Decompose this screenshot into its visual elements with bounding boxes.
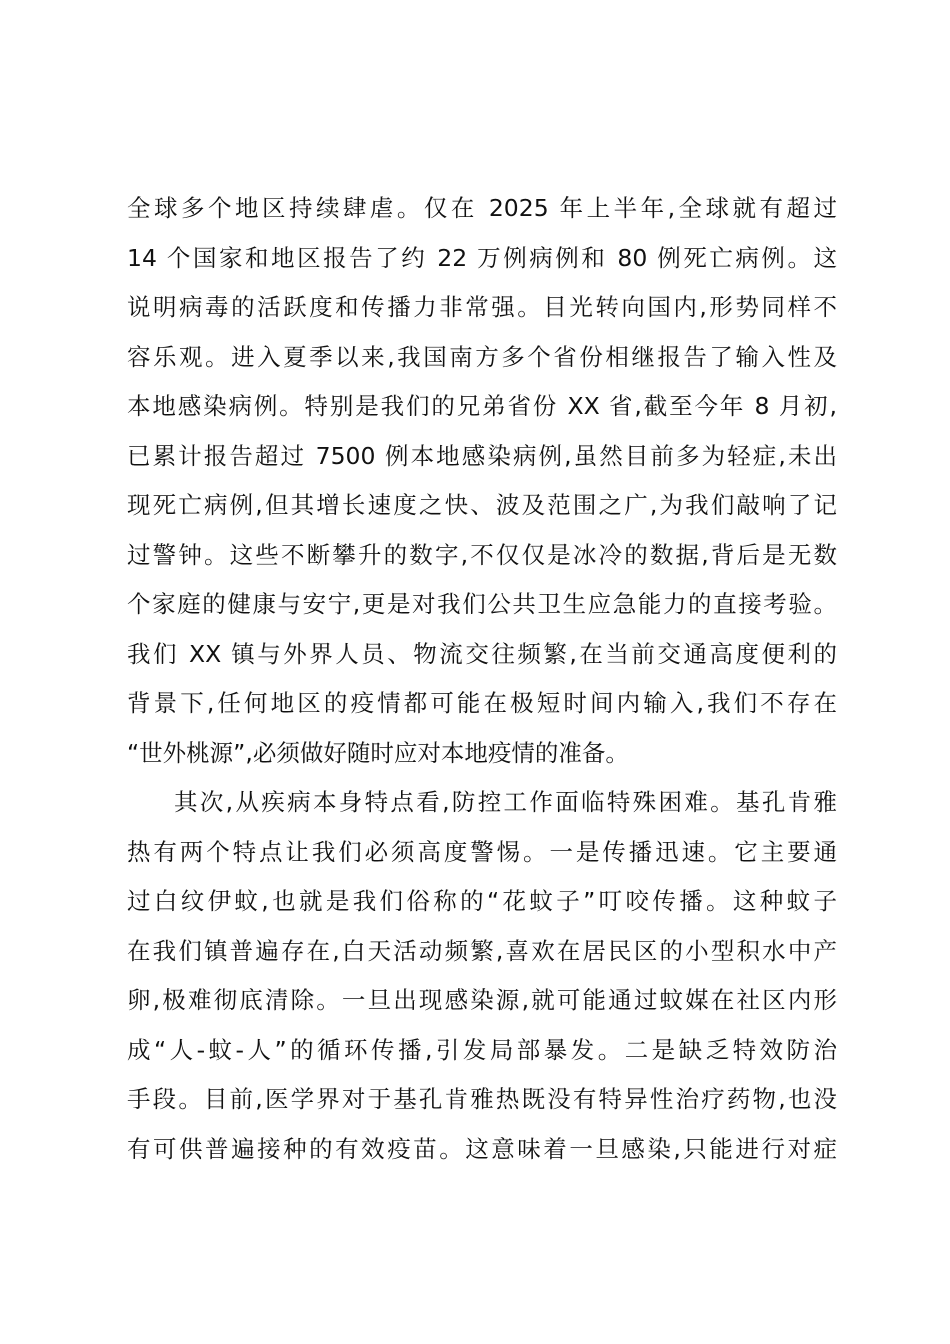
body-text bbox=[127, 184, 837, 1174]
text-line: 容乐观。进入夏季以来,我国南方多个省份相继报告了输入性及 bbox=[127, 342, 837, 371]
text-line: “世外桃源”,必须做好随时应对本地疫情的准备。 bbox=[127, 738, 629, 767]
text-line: 个家庭的健康与安宁,更是对我们公共卫生应急能力的直接考验。 bbox=[127, 590, 837, 618]
paragraph-2 bbox=[127, 778, 837, 1174]
text-line: 在我们镇普遍存在,白天活动频繁,喜欢在居民区的小型积水中产 bbox=[127, 936, 837, 965]
text-line: 卵,极难彻底清除。一旦出现感染源,就可能通过蚊媒在社区内形 bbox=[127, 986, 837, 1014]
text-line: 手段。目前,医学界对于基孔肯雅热既没有特异性治疗药物,也没 bbox=[127, 1085, 837, 1113]
paragraph-1 bbox=[127, 184, 837, 778]
text-line: 说明病毒的活跃度和传播力非常强。目光转向国内,形势同样不 bbox=[127, 293, 837, 321]
text-line: 热有两个特点让我们必须高度警惕。一是传播迅速。它主要通 bbox=[127, 837, 837, 866]
text-line: 我们 XX 镇与外界人员、物流交往频繁,在当前交通高度便利的 bbox=[127, 639, 837, 668]
text-line: 全球多个地区持续肆虐。仅在 2025 年上半年,全球就有超过 bbox=[127, 194, 837, 222]
text-line: 有可供普遍接种的有效疫苗。这意味着一旦感染,只能进行对症 bbox=[127, 1134, 837, 1163]
text-line: 14 个国家和地区报告了约 22 万例病例和 80 例死亡病例。这 bbox=[127, 243, 837, 272]
text-line: 本地感染病例。特别是我们的兄弟省份 XX 省,截至今年 8 月初, bbox=[127, 392, 837, 420]
text-line: 背景下,任何地区的疫情都可能在极短时间内输入,我们不存在 bbox=[127, 689, 837, 717]
text-line: 过白纹伊蚊,也就是我们俗称的“花蚊子”叮咬传播。这种蚊子 bbox=[127, 887, 837, 915]
text-line: 已累计报告超过 7500 例本地感染病例,虽然目前多为轻症,未出 bbox=[127, 441, 837, 470]
text-line: 其次,从疾病本身特点看,防控工作面临特殊困难。基孔肯雅 bbox=[174, 788, 837, 816]
text-line: 过警钟。这些不断攀升的数字,不仅仅是冰冷的数据,背后是无数 bbox=[127, 540, 837, 569]
text-line: 成“人-蚊-人”的循环传播,引发局部暴发。二是缺乏特效防治 bbox=[127, 1035, 837, 1064]
text-line: 现死亡病例,但其增长速度之快、波及范围之广,为我们敲响了记 bbox=[127, 491, 837, 519]
